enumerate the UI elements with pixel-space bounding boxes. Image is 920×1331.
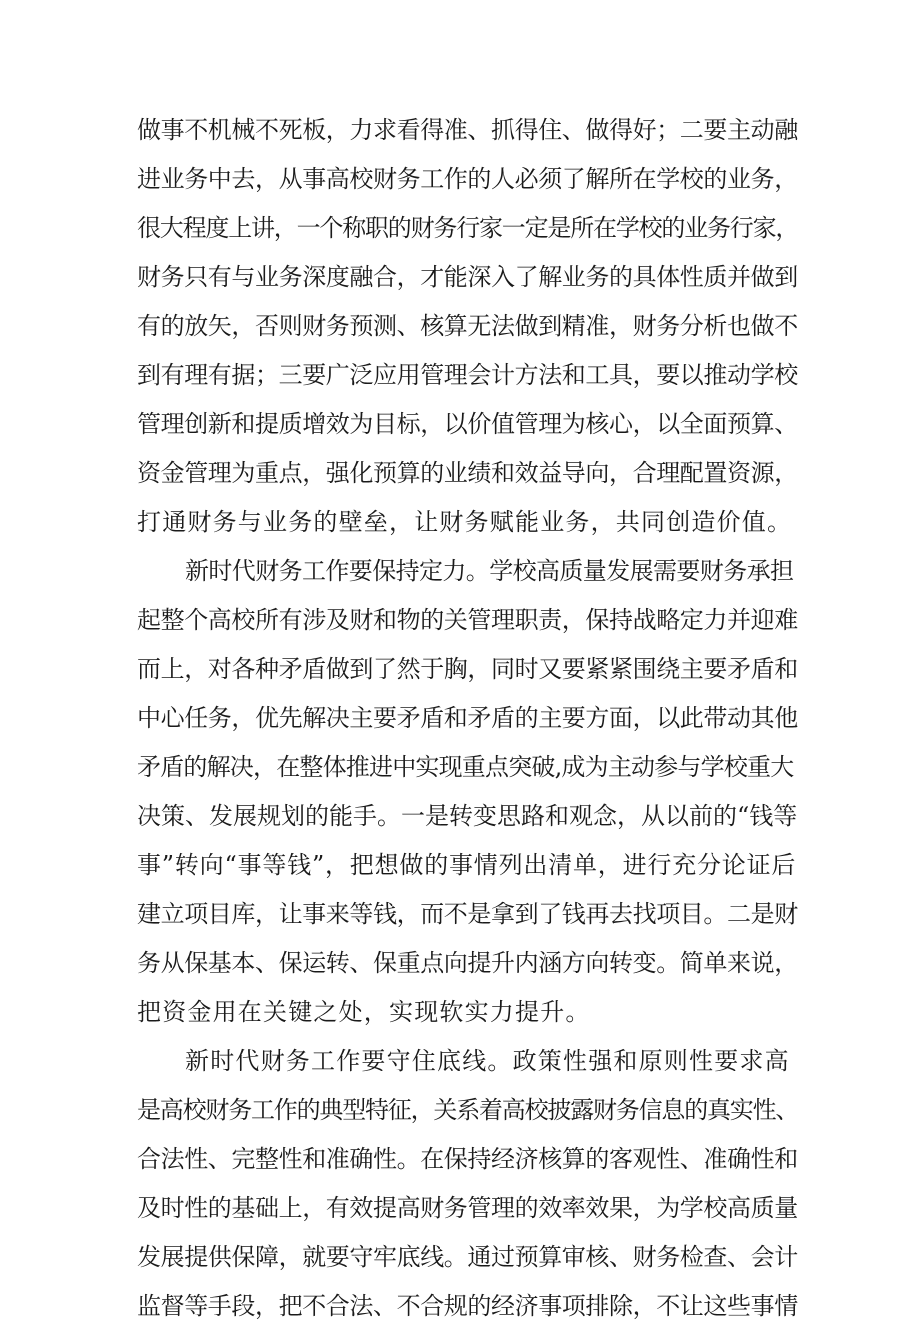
paragraph-maintain-focus	[137, 547, 797, 1037]
text-line: 资金管理为重点，强化预算的业绩和效益导向，合理配置资源，	[137, 459, 798, 487]
text-line: 中心任务，优先解决主要矛盾和矛盾的主要方面，以此带动其他	[137, 704, 798, 732]
text-line: 新时代财务工作要保持定力。学校高质量发展需要财务承担	[185, 557, 794, 585]
text-line: 打通财务与业务的壁垒，让财务赋能业务，共同创造价值。	[137, 508, 793, 536]
document-body	[137, 106, 797, 1331]
text-line: 监督等手段，把不合法、不合规的经济事项排除，不让这些事情	[137, 1292, 798, 1320]
text-line: 事”转向“事等钱”，把想做的事情列出清单，进行充分论证后	[137, 851, 797, 879]
text-line: 发展提供保障，就要守牢底线。通过预算审核、财务检查、会计	[137, 1243, 798, 1271]
text-line: 管理创新和提质增效为目标，以价值管理为核心，以全面预算、	[137, 410, 798, 438]
text-line: 合法性、完整性和准确性。在保持经济核算的客观性、准确性和	[137, 1145, 798, 1173]
paragraph-hold-bottom-line	[137, 1037, 797, 1331]
text-line: 把资金用在关键之处，实现软实力提升。	[137, 998, 591, 1026]
text-line: 新时代财务工作要守住底线。政策性强和原则性要求高	[185, 1047, 790, 1075]
paragraph-continuation	[137, 106, 797, 547]
text-line: 决策、发展规划的能手。一是转变思路和观念，从以前的“钱等	[137, 802, 798, 830]
text-line: 矛盾的解决，在整体推进中实现重点突破,成为主动参与学校重大	[137, 753, 794, 781]
text-line: 到有理有据；三要广泛应用管理会计方法和工具，要以推动学校	[137, 361, 798, 389]
text-line: 进业务中去，从事高校财务工作的人必须了解所在学校的业务，	[137, 165, 798, 193]
text-line: 很大程度上讲，一个称职的财务行家一定是所在学校的业务行家，	[137, 214, 799, 242]
text-line: 做事不机械不死板，力求看得准、抓得住、做得好；二要主动融	[137, 116, 798, 144]
text-line: 起整个高校所有涉及财和物的关管理职责，保持战略定力并迎难	[137, 606, 798, 634]
text-line: 有的放矢，否则财务预测、核算无法做到精准，财务分析也做不	[137, 312, 798, 340]
text-line: 而上，对各种矛盾做到了然于胸，同时又要紧紧围绕主要矛盾和	[137, 655, 798, 683]
text-line: 财务只有与业务深度融合，才能深入了解业务的具体性质并做到	[137, 263, 798, 291]
text-line: 建立项目库，让事来等钱，而不是拿到了钱再去找项目。二是财	[137, 900, 798, 928]
text-line: 及时性的基础上，有效提高财务管理的效率效果，为学校高质量	[137, 1194, 798, 1222]
text-line: 是高校财务工作的典型特征，关系着高校披露财务信息的真实性、	[137, 1096, 799, 1124]
text-line: 务从保基本、保运转、保重点向提升内涵方向转变。简单来说，	[137, 949, 798, 977]
